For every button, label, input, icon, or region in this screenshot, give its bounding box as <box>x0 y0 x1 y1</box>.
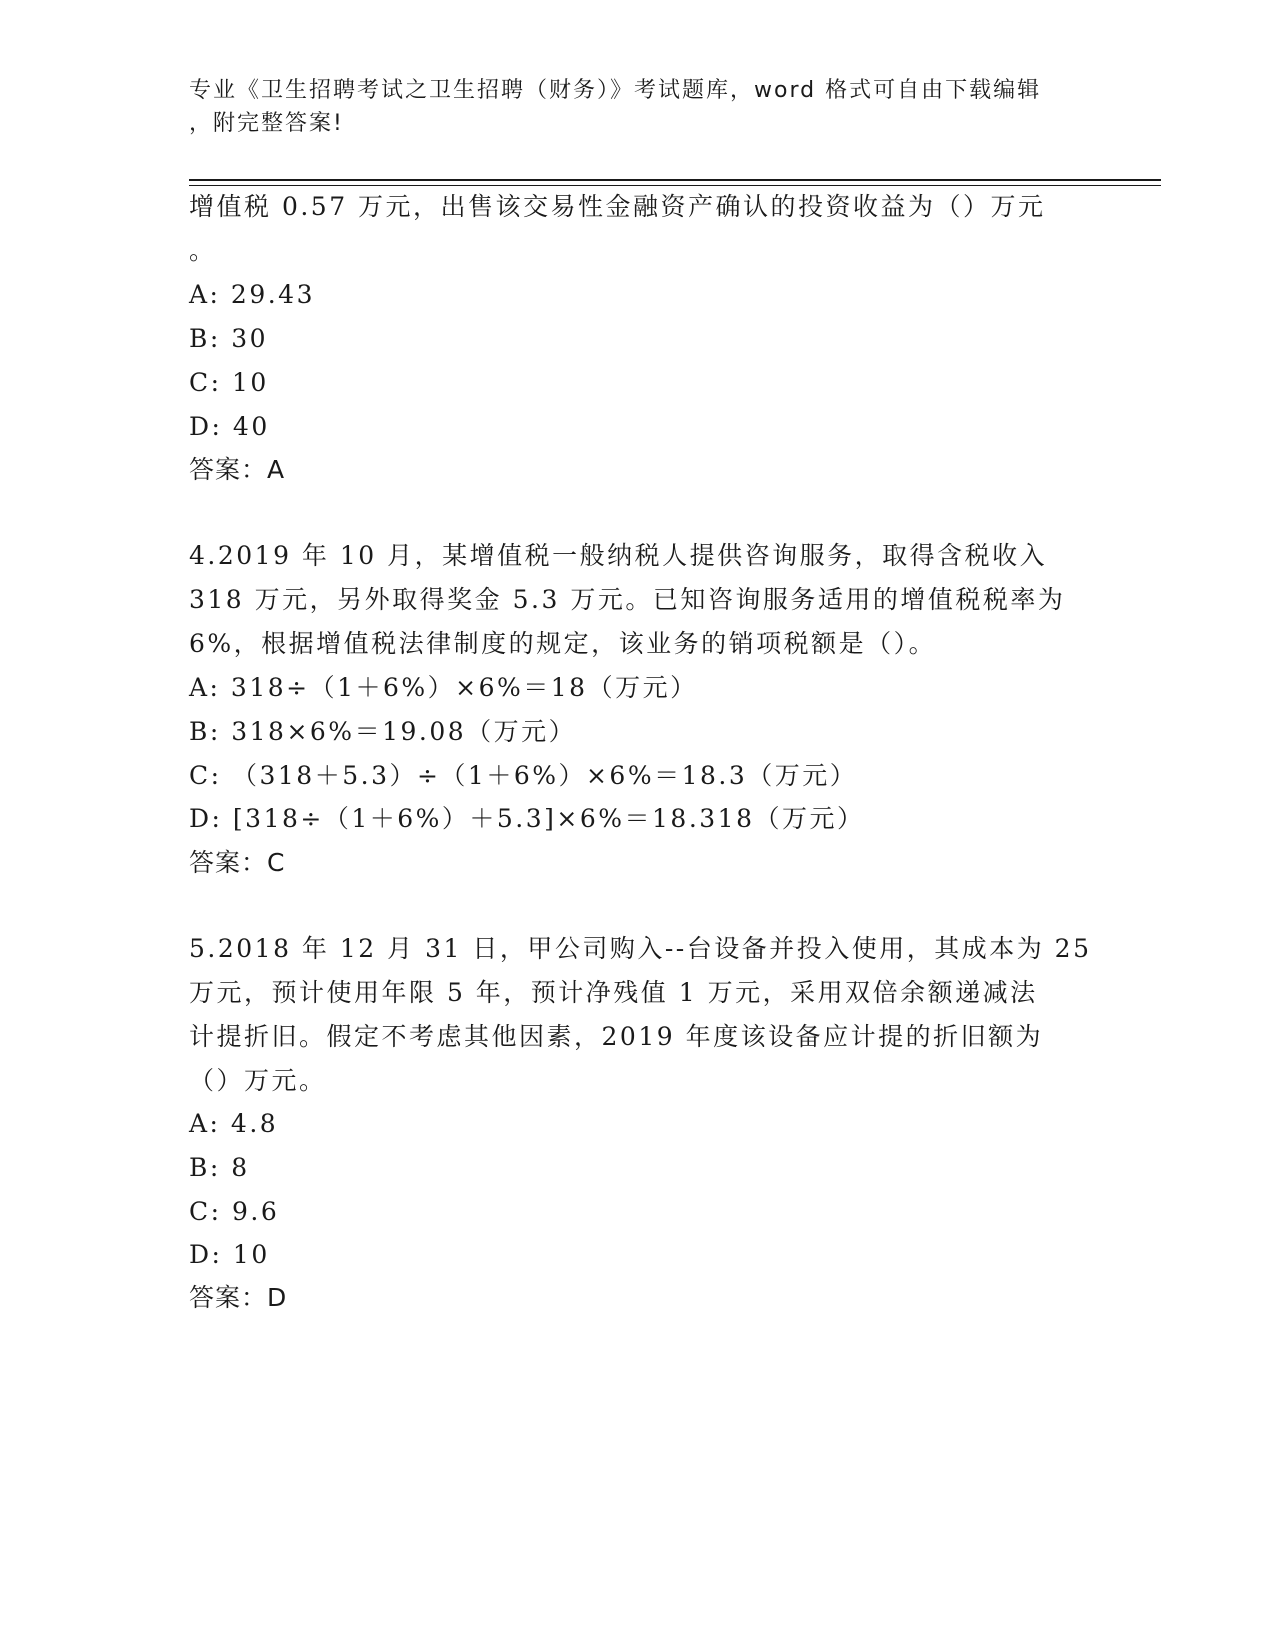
question-3-answer: 答案：A <box>189 455 286 484</box>
question-5-stem-line-3: 计提折旧。假定不考虑其他因素，2019 年度该设备应计提的折旧额为 <box>189 1022 1044 1051</box>
question-3-stem-line-2: 。 <box>189 236 217 265</box>
question-5-option-c: C: 9.6 <box>189 1197 280 1226</box>
question-5-stem-line-1: 5.2018 年 12 月 31 日，甲公司购入--台设备并投入使用，其成本为 25 <box>189 934 1092 963</box>
question-4-stem-line-1: 4.2019 年 10 月，某增值税一般纳税人提供咨询服务，取得含税收入 <box>189 541 1048 570</box>
question-5-option-a: A: 4.8 <box>189 1109 279 1138</box>
question-4-stem-line-3: 6%，根据增值税法律制度的规定，该业务的销项税额是（）。 <box>189 629 937 658</box>
header-divider-thick <box>189 179 1161 181</box>
question-5-option-b: B: 8 <box>189 1153 250 1182</box>
document-header <box>189 74 1089 140</box>
question-5-stem-line-4: （）万元。 <box>189 1066 327 1095</box>
question-3-option-b: B: 30 <box>189 324 269 353</box>
question-3-option-d: D: 40 <box>189 412 270 441</box>
question-4-option-b: B: 318×6%＝19.08（万元） <box>189 717 577 746</box>
question-4-option-c: C: （318＋5.3）÷（1＋6%）×6%＝18.3（万元） <box>189 761 858 790</box>
question-4-option-a: A: 318÷（1＋6%）×6%＝18（万元） <box>189 673 698 702</box>
question-4-answer: 答案：C <box>189 848 286 877</box>
question-3-stem-line-1: 增值税 0.57 万元，出售该交易性金融资产确认的投资收益为（）万元 <box>189 192 1046 221</box>
question-3-option-c: C: 10 <box>189 368 269 397</box>
question-5-answer: 答案：D <box>189 1283 288 1312</box>
question-5-stem-line-2: 万元，预计使用年限 5 年，预计净残值 1 万元，采用双倍余额递减法 <box>189 978 1038 1007</box>
question-3-option-a: A: 29.43 <box>189 280 315 309</box>
question-4-stem-line-2: 318 万元，另外取得奖金 5.3 万元。已知咨询服务适用的增值税税率为 <box>189 585 1066 614</box>
header-divider-thin <box>189 185 1161 186</box>
header-line-1: 专业《卫生招聘考试之卫生招聘（财务）》考试题库，word 格式可自由下载编辑 <box>189 78 1042 103</box>
question-5-option-d: D: 10 <box>189 1240 270 1269</box>
question-4-option-d: D: [318÷（1＋6%）＋5.3]×6%＝18.318（万元） <box>189 804 865 833</box>
header-line-2: ，附完整答案! <box>189 111 344 136</box>
